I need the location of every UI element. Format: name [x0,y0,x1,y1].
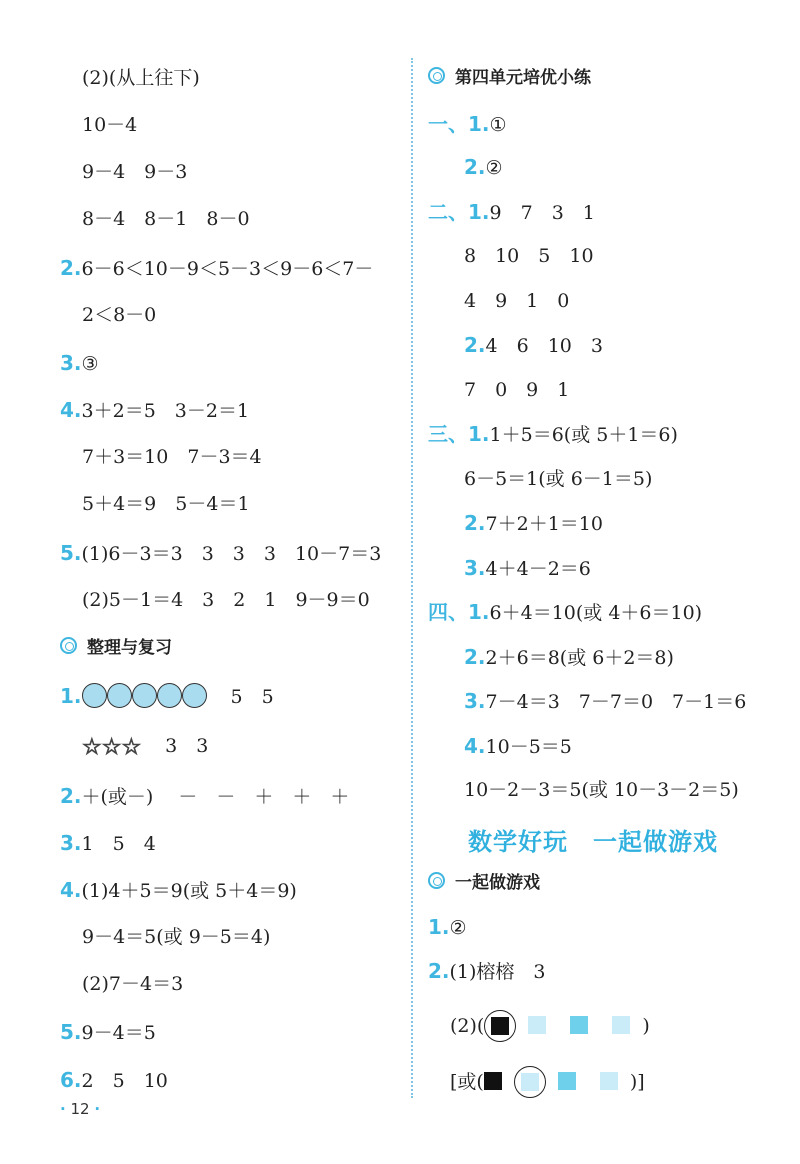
answer-text: 2＋6＝8(或 6＋2＝8) [485,647,674,669]
blue-square-icon [558,1072,576,1090]
blue-square-icon [570,1016,588,1034]
light-square-icon [521,1073,539,1091]
answer-line [60,1020,156,1045]
circled-square [484,1010,516,1042]
answer-line [60,256,373,281]
light-square-icon [600,1072,618,1090]
answer-line [464,155,503,180]
answer-line [60,784,349,809]
answer-text: 4＋4－2＝6 [485,558,591,580]
answer-line [464,689,746,714]
circled-square [514,1066,546,1098]
column-divider [411,58,413,1098]
answer-text: (2)( [450,1015,485,1037]
black-square-icon [491,1017,509,1035]
answer-line [450,1066,645,1098]
answer-line [60,831,156,856]
answer-line [60,541,381,566]
circle-icon [182,683,207,708]
question-number: 3. [464,689,486,713]
answer-line [428,112,507,137]
answer-text: ② [485,157,503,179]
answer-text: 9 7 3 1 [489,202,595,224]
stars-icon: ☆☆☆ [82,735,142,760]
page-number-text: 12 [70,1100,90,1118]
section-heading [428,66,591,90]
answer-text: 5 5 [230,686,274,708]
answer-text: 10－5＝5 [485,736,572,758]
question-number: 2. [464,333,486,357]
question-number: 3. [60,351,82,375]
question-number: 1. [60,684,82,708]
answer-line: (2)5－1＝4 3 2 1 9－9＝0 [82,589,370,611]
answer-line [60,351,99,376]
section-title: 第四单元培优小练 [455,68,591,88]
question-number: 6. [60,1068,82,1092]
answer-text: 3 3 [165,735,209,757]
answer-text: [或( [450,1071,484,1093]
chapter-title: 数学好玩 一起做游戏 [468,828,718,856]
question-number: 三、1. [428,422,490,446]
answer-text: 6－6＜10－9＜5－3＜9－6＜7－ [81,258,374,280]
answer-line: 5＋4＝9 5－4＝1 [82,493,250,515]
black-square-icon [484,1072,502,1090]
answer-text: ② [449,917,467,939]
question-number: 1. [428,915,450,939]
circles-figure [82,683,207,714]
section-ring-icon [428,872,445,889]
section-title: 整理与复习 [87,638,172,658]
question-number: 4. [60,878,82,902]
light-square-icon [612,1016,630,1034]
answer-line [428,915,467,940]
question-number: 3. [464,556,486,580]
answer-text: 7＋2＋1＝10 [485,513,603,535]
answer-line [82,734,208,760]
answer-line: (2)(从上往下) [82,67,200,89]
question-number: 2. [60,784,82,808]
answer-line: 7＋3＝10 7－3＝4 [82,446,262,468]
circle-icon [157,683,182,708]
question-number: 4. [464,734,486,758]
answer-text: 1 5 4 [81,833,156,855]
question-number: 2. [428,959,450,983]
answer-line [428,959,546,984]
answer-text: (1)榕榕 3 [449,961,546,983]
answer-line: 2＜8－0 [82,304,157,326]
answer-text: 2 5 10 [81,1070,168,1092]
question-number: 3. [60,831,82,855]
answer-line [464,333,603,358]
answer-line [428,600,702,625]
answer-line [60,398,249,423]
answer-line: 8－4 8－1 8－0 [82,208,250,230]
question-number: 5. [60,541,82,565]
answer-text: ③ [81,353,99,375]
answer-line [464,511,603,536]
answer-line: 8 10 5 10 [464,245,594,267]
answer-line [60,683,274,714]
circle-icon [82,683,107,708]
section-heading [60,636,172,660]
question-number: 二、1. [428,200,490,224]
answer-text: 4 6 10 3 [485,335,603,357]
circle-icon [132,683,157,708]
answer-text: ① [489,114,507,136]
question-number: 2. [464,511,486,535]
answer-line: 9－4＝5(或 9－5＝4) [82,926,271,948]
answer-line: (2)7－4＝3 [82,973,184,995]
answer-text: 6＋4＝10(或 4＋6＝10) [489,602,703,624]
question-number: 4. [60,398,82,422]
answer-line: 10－2－3＝5(或 10－3－2＝5) [464,779,739,801]
answer-text: 1＋5＝6(或 5＋1＝6) [489,424,678,446]
question-number: 2. [60,256,82,280]
answer-text: 3＋2＝5 3－2＝1 [81,400,250,422]
answer-line: 4 9 1 0 [464,290,570,312]
answer-line: 7 0 9 1 [464,379,570,401]
section-title: 一起做游戏 [455,873,540,893]
answer-text: )] [629,1071,645,1093]
section-heading [428,871,540,895]
question-number: 四、1. [428,600,490,624]
light-square-icon [528,1016,546,1034]
question-number: 一、1. [428,112,490,136]
answer-line [428,200,595,225]
section-ring-icon [60,637,77,654]
page-number: · 12 · [60,1100,101,1118]
circle-icon [107,683,132,708]
answer-line: 6－5＝1(或 6－1＝5) [464,468,653,490]
answer-line: 10－4 [82,114,138,136]
answer-text: 9－4＝5 [81,1022,156,1044]
answer-text: 7－4＝3 7－7＝0 7－1＝6 [485,691,747,713]
answer-text: (1)4＋5＝9(或 5＋4＝9) [81,880,297,902]
answer-text: ＋(或－) － － ＋ ＋ ＋ [81,786,350,808]
question-number: 5. [60,1020,82,1044]
answer-line [60,878,297,903]
answer-line [464,734,572,759]
question-number: 2. [464,155,486,179]
answer-line: 9－4 9－3 [82,161,188,183]
answer-line [450,1010,650,1042]
answer-text: (1)6－3＝3 3 3 3 10－7＝3 [81,543,382,565]
section-ring-icon [428,67,445,84]
answer-text: ) [642,1015,650,1037]
answer-line [60,1068,168,1093]
answer-line [464,645,674,670]
answer-line [428,422,678,447]
answer-line [464,556,591,581]
question-number: 2. [464,645,486,669]
